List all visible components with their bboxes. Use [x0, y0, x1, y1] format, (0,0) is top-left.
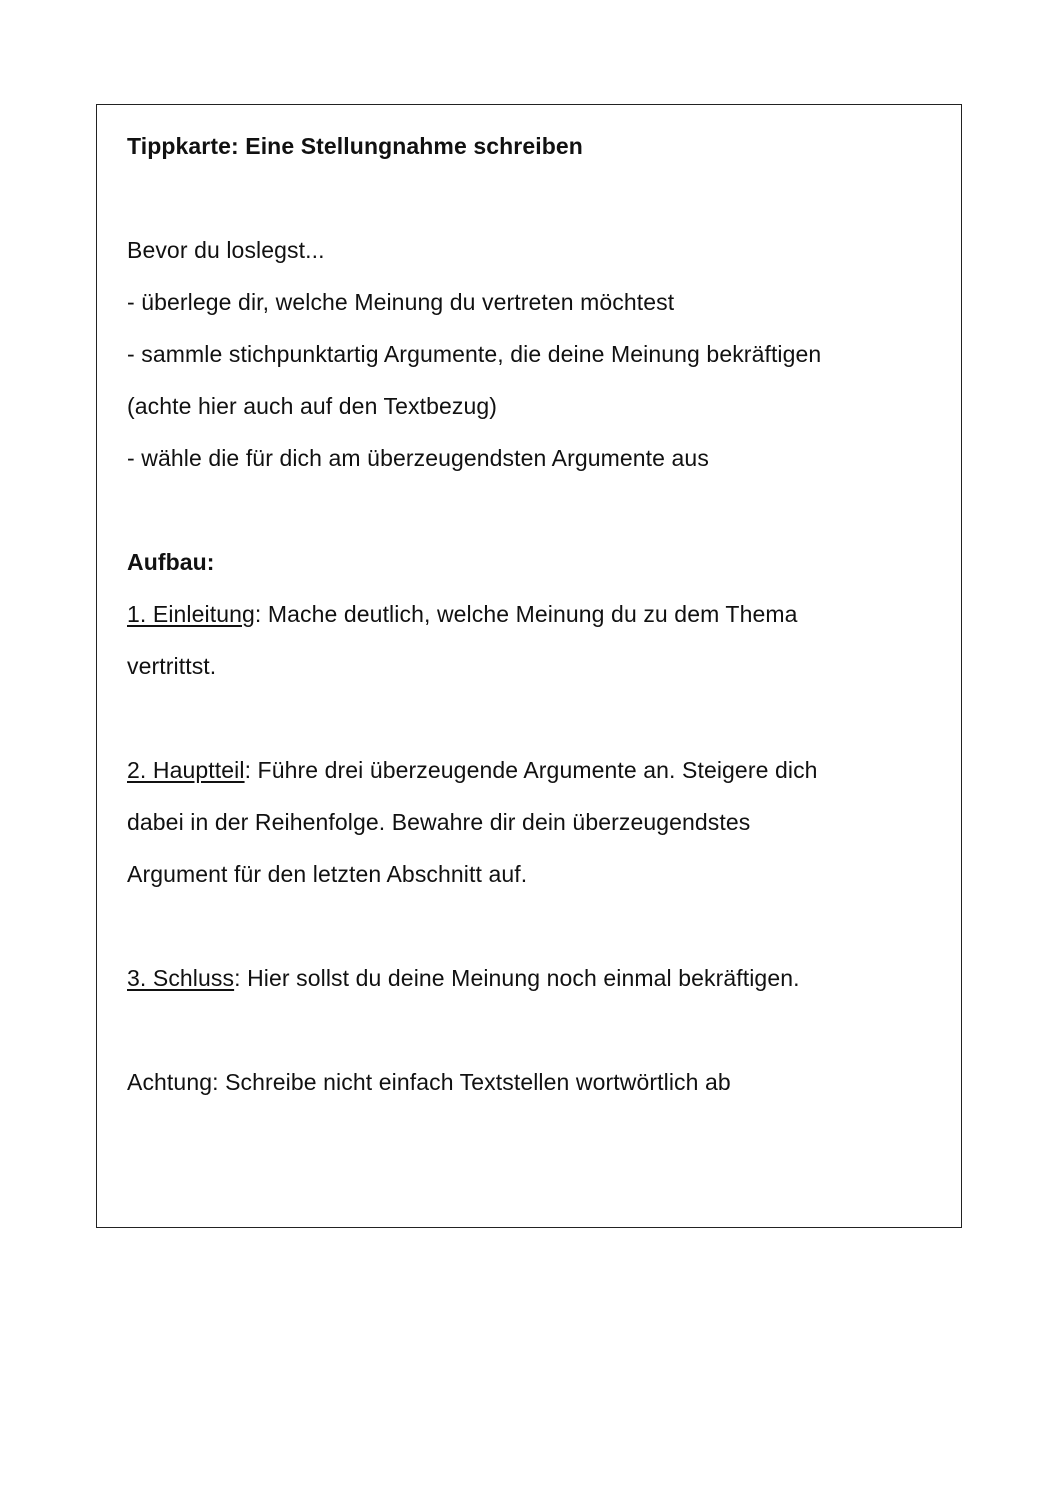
before-item: - sammle stichpunktartig Argumente, die deine Meinung bekräftigen — [127, 341, 822, 367]
spacer — [127, 692, 961, 744]
main-text-cont: Argument für den letzten Abschnitt auf. — [127, 861, 528, 887]
spacer — [127, 484, 961, 536]
spacer — [127, 900, 961, 952]
before-item: - wähle die für dich am überzeugendsten Argumente aus — [127, 445, 709, 471]
intro-label: 1. Einleitung — [127, 601, 255, 627]
card-title: Tippkarte: Eine Stellungnahme schreiben — [127, 133, 583, 159]
end-text: : Hier sollst du deine Meinung noch einmal bekräftigen. — [234, 965, 800, 991]
before-item: (achte hier auch auf den Textbezug) — [127, 393, 498, 419]
end-label: 3. Schluss — [127, 965, 235, 991]
spacer — [127, 172, 961, 224]
before-item: - überlege dir, welche Meinung du vertreten möchtest — [127, 289, 675, 315]
end-section — [127, 952, 961, 1004]
warning-text: Achtung: Schreibe nicht einfach Textstellen wortwörtlich ab — [127, 1069, 731, 1095]
intro-text: : Mache deutlich, welche Meinung du zu dem Thema — [254, 601, 798, 627]
intro-text-cont: vertrittst. — [127, 653, 217, 679]
intro-section — [127, 588, 961, 640]
tip-card — [96, 104, 962, 1228]
spacer — [127, 1004, 961, 1056]
main-section — [127, 744, 961, 796]
structure-heading: Aufbau: — [127, 549, 215, 575]
before-intro: Bevor du loslegst... — [127, 237, 325, 263]
main-text-cont: dabei in der Reihenfolge. Bewahre dir dein überzeugendstes — [127, 809, 751, 835]
main-text: : Führe drei überzeugende Argumente an. Steigere dich — [244, 757, 818, 783]
main-label: 2. Hauptteil — [127, 757, 245, 783]
